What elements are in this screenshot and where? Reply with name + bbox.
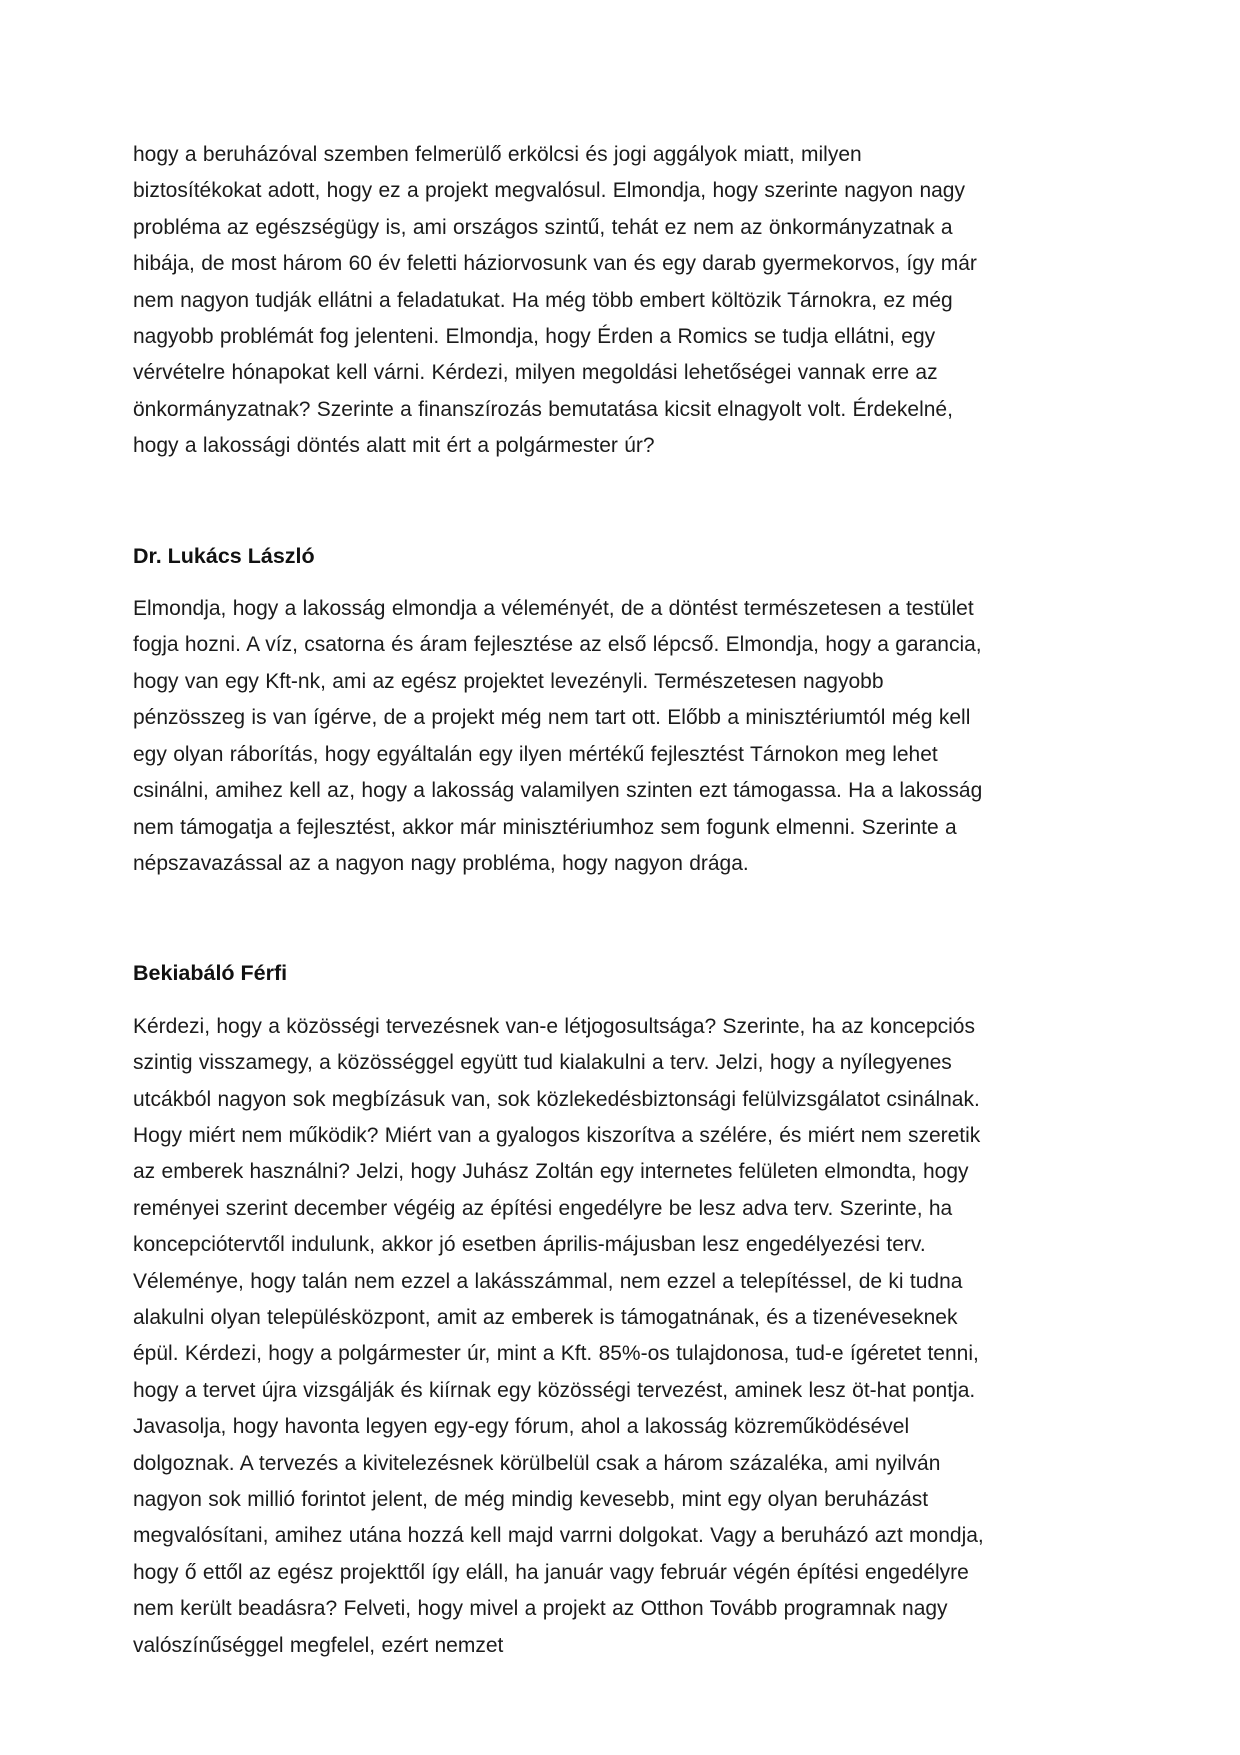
speaker-heading-bekiabalo-ferfi: Bekiabáló Férfi — [133, 961, 288, 986]
speaker-statement-dr-lukacs-laszlo: Elmondja, hogy a lakosság elmondja a véleményét, de a döntést természetesen a testület fogja hozni. A víz, csatorna és áram fejlesztése az első lépcső. Elmondja, hogy a garancia, hogy van egy Kft-nk, ami az egész projektet levezényli. Természetesen nagyobb pénzösszeg is van ígérve, de a projekt még nem tart ott. Előbb a minisztériumtól még kell egy olyan ráborítás, hogy egyáltalán egy ilyen mértékű fejlesztést Tárnokon meg lehet csinálni, amihez kell az, hogy a lakosság valamilyen szinten ezt támogassa. Ha a lakosság nem támogatja a fejlesztést, akkor már minisztériumhoz sem fogunk elmenni. Szerinte a népszavazással az a nagyon nagy probléma, hogy nagyon drága. — [133, 597, 983, 875]
speaker-heading-dr-lukacs-laszlo: Dr. Lukács László — [133, 543, 315, 568]
speaker-statement-bekiabalo-ferfi: Kérdezi, hogy a közösségi tervezésnek van-e létjogosultsága? Szerinte, ha az koncepciós szintig visszamegy, a közösséggel együtt tud kialakulni a terv. Jelzi, hogy a nyílegyenes utcákból nagyon sok megbízásuk van, sok közlekedésbiztonsági felülvizsgálatot csinálnak. Hogy miért nem működik? Miért van a gyalogos kiszorítva a szélére, és miért nem szeretik az emberek használni? Jelzi, hogy Juhász Zoltán egy internetes felületen elmondta, hogy reményei szerint december végéig az építési engedélyre be lesz adva terv. Szerinte, ha koncepciótervtől indulunk, akkor jó esetben április-májusban lesz engedélyezési terv. Véleménye, hogy talán nem ezzel a lakásszámmal, nem ezzel a telepítéssel, de ki tudna alakulni olyan településközpont, amit az emberek is támogatnának, és a tizenéveseknek épül. Kérdezi, hogy a polgármester úr, mint a Kft. 85%-os tulajdonosa, tud-e ígéretet tenni, hogy a tervet újra vizsgálják és kiírnak egy közösségi tervezést, aminek lesz öt-hat pontja. Javasolja, hogy havonta legyen egy-egy fórum, ahol a lakosság közreműködésével dolgoznak. A tervezés a kivitelezésnek körülbelül csak a három százaléka, ami nyilván nagyon sok millió forintot jelent, de még mindig kevesebb, mint egy olyan beruházást megvalósítani, amihez utána hozzá kell majd varrni dolgokat. Vagy a beruházó azt mondja, hogy ő ettől az egész projekttől így eláll, ha január vagy február végén építési engedélyre nem került beadásra? Felveti, hogy mivel a projekt az Otthon Tovább programnak nagy valószínűséggel megfelel, ezért nemzet — [133, 1014, 984, 1657]
continuation-paragraph: hogy a beruházóval szemben felmerülő erkölcsi és jogi aggályok miatt, milyen biztosítékokat adott, hogy ez a projekt megvalósul. Elmondja, hogy szerinte nagyon nagy probléma az egészségügy is, ami országos szintű, tehát ez nem az önkormányzatnak a hibája, de most három 60 év feletti háziorvosunk van és egy darab gyermekorvos, így már nem nagyon tudják ellátni a feladatukat. Ha még több embert költözik Tárnokra, ez még nagyobb problémát fog jelenteni. Elmondja, hogy Érden a Romics se tudja ellátni, egy vérvételre hónapokat kell várni. Kérdezi, milyen megoldási lehetőségei vannak erre az önkormányzatnak? Szerinte a finanszírozás bemutatása kicsit elnagyolt volt. Érdekelné, hogy a lakossági döntés alatt mit ért a polgármester úr? — [133, 143, 977, 458]
